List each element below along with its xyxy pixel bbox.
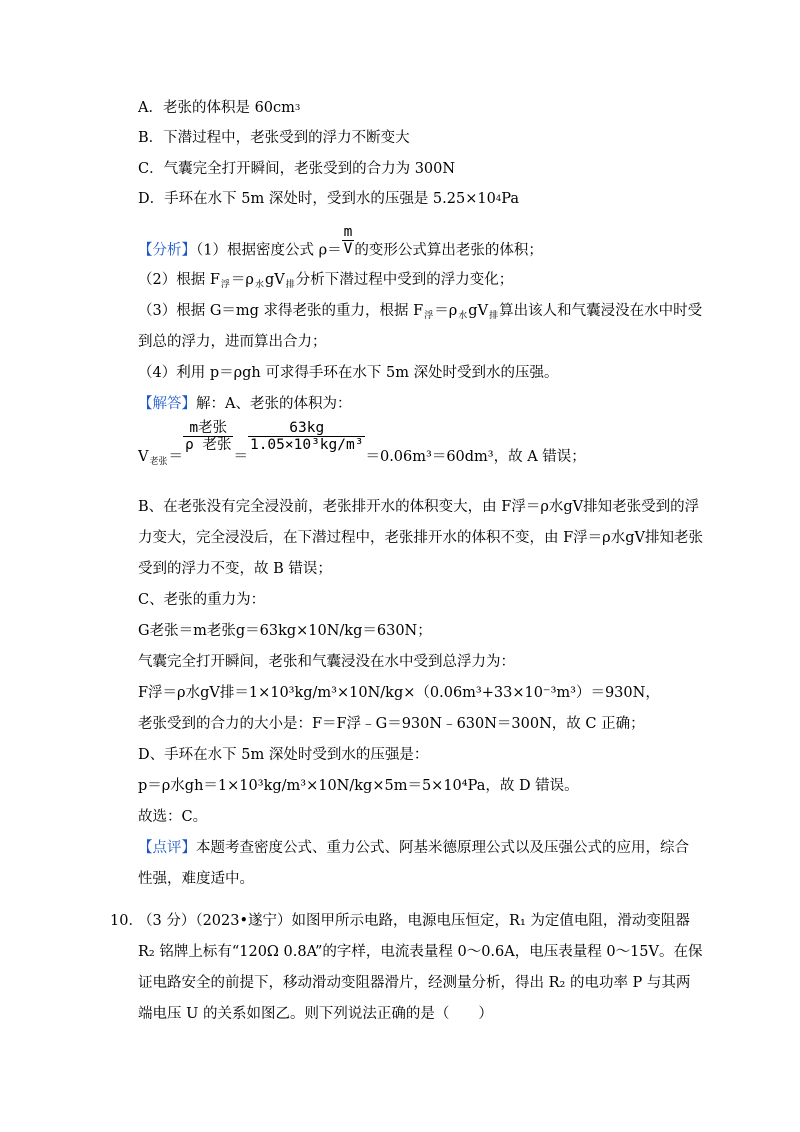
solution-c2 xyxy=(138,621,432,641)
review-l1: 本题考查密度公式、重力公式、阿基米德原理公式以及压强公式的应用，综合 xyxy=(196,840,689,856)
analysis-tag: 【分析】 xyxy=(138,242,196,259)
q10-l3: 证电路安全的前提下，移动滑动变阻器滑片，经测量分析，得出 R₂ 的电功率 P 与其两 xyxy=(138,975,691,991)
solution-b2 xyxy=(138,528,703,548)
eq1-den: ρ 老张 xyxy=(185,437,232,453)
option-c-text: C．气囊完全打开瞬间，老张受到的合力为 300N xyxy=(138,161,456,177)
c1: C、老张的重力为： xyxy=(138,592,266,608)
solution-b1 xyxy=(138,497,699,517)
q10-number: 10． xyxy=(110,913,143,929)
solution-c5 xyxy=(138,714,645,734)
v-tail: ＝0.06m³＝60dm³，故 A 错误； xyxy=(365,448,586,465)
analysis-line-1 xyxy=(138,224,543,267)
l2-s2: 水 xyxy=(254,280,264,290)
l2-s3: 排 xyxy=(285,280,295,290)
l2-a: （2）根据 F xyxy=(138,272,220,288)
l3-cont: 到总的浮力，进而算出合力； xyxy=(138,334,327,350)
q10-line-3 xyxy=(138,973,690,993)
l3-s1: 浮 xyxy=(424,311,434,321)
solution-b3 xyxy=(138,559,332,579)
q10-line-4 xyxy=(138,1004,493,1024)
eq1-num: m老张 xyxy=(183,420,233,437)
v-lead: $V_{老张}=$ xyxy=(138,448,183,467)
l2-s1: 浮 xyxy=(220,280,230,290)
l4: （4）利用 p＝ρgh 可求得手环在水下 5m 深处时受到水的压强。 xyxy=(138,365,559,381)
volume-fraction-1 xyxy=(183,420,233,453)
solution-volume-eq: $V_{老张}=$ $\frac{\text{m老张}}{\text{ρ 老张}}$ ＝ $\frac{63kg}{\text{1.05×10³kg/m³}}$ ＝0.06m³＝60dm³，故 A 错误； xyxy=(138,420,586,467)
eq2-num: 63kg xyxy=(248,420,366,437)
density-den: V xyxy=(343,241,353,257)
density-fraction xyxy=(342,224,355,257)
d2: p＝ρ水gh＝1×10³kg/m³×10N/kg×5m＝5×10⁴Pa，故 D 错误。 xyxy=(138,778,579,794)
l3-d: 算出该人和气囊浸没在水中时受 xyxy=(499,303,703,319)
q10-l4: 端电压 U 的关系如图乙。则下列说法正确的是（ ） xyxy=(138,1006,493,1022)
v-lead-text: V xyxy=(138,448,149,465)
c4: F浮＝ρ水gV排＝1×10³kg/m³×10N/kg×（0.06m³+33×10⁻³m³）＝930N， xyxy=(138,685,660,701)
b1: B、在老张没有完全浸没前，老张排开水的体积变大，由 F浮＝ρ水gV排知老张受到的浮 xyxy=(138,499,700,515)
c3: 气囊完全打开瞬间，老张和气囊浸没在水中受到总浮力为： xyxy=(138,654,515,670)
solution-tag: 【解答】 xyxy=(138,396,196,412)
analysis-line-3b xyxy=(138,332,327,352)
option-a-text: A．老张的体积是 60cm xyxy=(138,100,295,116)
review-line-2 xyxy=(138,869,254,889)
review-l2: 性强，难度适中。 xyxy=(138,871,254,887)
c2: G老张＝m老张g＝63kg×10N/kg＝630N； xyxy=(138,623,432,639)
l3-c: gV xyxy=(468,303,489,319)
l3-s3: 排 xyxy=(489,311,499,321)
solution-intro-text: 解：A、老张的体积为： xyxy=(196,396,352,412)
solution-c3 xyxy=(138,652,515,672)
review-line-1 xyxy=(138,838,689,858)
solution-c4 xyxy=(138,683,660,703)
volume-fraction-2 xyxy=(248,420,366,453)
l2-b: ＝ρ xyxy=(230,272,254,288)
eq2-den: 1.05×10³kg/m³ xyxy=(249,437,364,453)
analysis-l1-pre: （1）根据密度公式 ρ＝ xyxy=(196,242,342,259)
l3-s2: 水 xyxy=(458,311,468,321)
option-b-text: B．下潜过程中，老张受到的浮力不断变大 xyxy=(138,130,410,146)
b2: 力变大，完全浸没后，在下潜过程中，老张排开水的体积不变，由 F浮＝ρ水gV排知老张 xyxy=(138,530,703,546)
solution-d2 xyxy=(138,776,579,796)
solution-intro xyxy=(138,394,351,414)
option-c xyxy=(138,159,455,179)
l2-d: 分析下潜过程中受到的浮力变化； xyxy=(295,272,514,288)
option-b xyxy=(138,128,410,148)
option-d-unit: Pa xyxy=(501,191,519,207)
option-a-sup: 3 xyxy=(294,103,301,113)
option-d-sup: 4 xyxy=(495,194,502,204)
solution-c1 xyxy=(138,590,265,610)
analysis-line-4 xyxy=(138,363,559,383)
d1: D、手环在水下 5m 深处时受到水的压强是： xyxy=(138,747,429,763)
q10-l2: R₂ 铭牌上标有“120Ω 0.8A”的字样，电流表量程 0～0.6A，电压表量程 0～15V。在保 xyxy=(138,944,703,960)
q10-line-1 xyxy=(110,911,690,931)
c5: 老张受到的合力的大小是：F＝F浮﹣G＝930N﹣630N＝300N，故 C 正确； xyxy=(138,716,645,732)
v-lead-sub: 老张 xyxy=(149,456,168,467)
q10-l1: （3 分）（2023•遂宁）如图甲所示电路，电源电压恒定，R₁ 为定值电阻，滑动变阻器 xyxy=(138,913,690,929)
b3: 受到的浮力不变，故 B 错误； xyxy=(138,561,332,577)
analysis-line-2 xyxy=(138,270,513,292)
q10-line-2 xyxy=(138,942,703,962)
review-tag: 【点评】 xyxy=(138,840,196,856)
choice: 故选：C。 xyxy=(138,809,208,825)
l3-a: （3）根据 G＝mg 求得老张的重力，根据 F xyxy=(138,303,424,319)
option-d-text: D．手环在水下 5m 深处时，受到水的压强是 5.25×10 xyxy=(138,191,496,207)
analysis-l1-post: 的变形公式算出老张的体积； xyxy=(354,242,543,259)
option-a xyxy=(138,98,300,120)
density-num: m xyxy=(343,224,353,240)
analysis-line-3 xyxy=(138,301,702,323)
l2-c: gV xyxy=(264,272,285,288)
solution-d1 xyxy=(138,745,428,765)
l3-b: ＝ρ xyxy=(434,303,458,319)
option-d xyxy=(138,189,519,211)
solution-choice xyxy=(138,807,207,827)
